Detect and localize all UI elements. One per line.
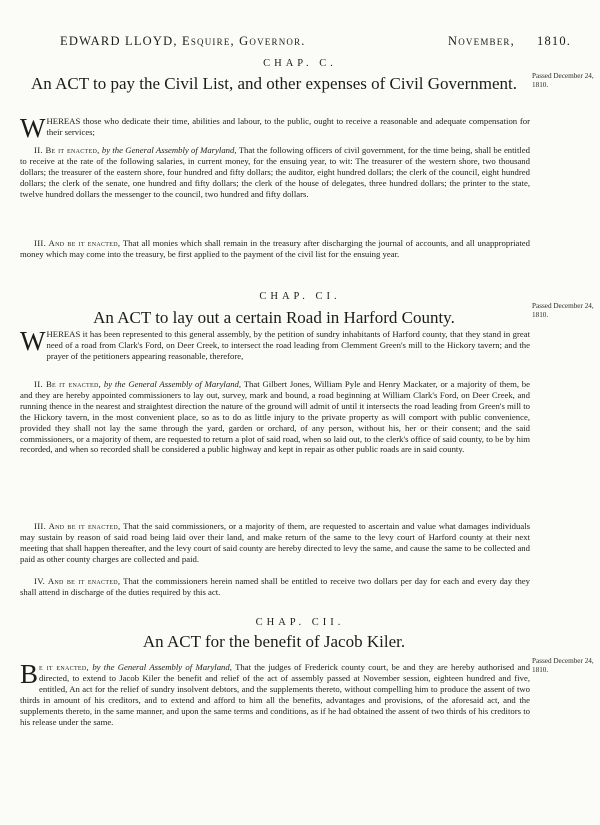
paragraph-text: HEREAS it has been represented to this general assembly, by the petition of sundry inhabitants of Harford county, that they stand in great need of a road from Clark's Ford, on Deer Creek, to intersect the road leading from Clemment Green's mill to the Hickory tavern; and the prayer of the petitioners appearing reasonable, therefore,	[46, 329, 530, 361]
dropcap: W	[20, 113, 46, 143]
chapter-c-preamble	[20, 113, 530, 143]
enacting-authority: by the General Assembly of Maryland,	[103, 379, 242, 389]
chapter-ci-preamble	[20, 326, 530, 362]
chapter-cii-title: An ACT for the benefit of Jacob Kiler.	[142, 632, 406, 651]
paragraph-text: That the judges of Frederick county court, be and they are hereby authorised and directed, to extend to Jacob Kiler the benefit and relief of the act of assembly passed at November session, eighteen hundred and five, entitled, An act for the relief of sundry insolvent debtors, and the supplements thereto, without compelling him to produce the assent of two thirds in amount of his creditors, and to extend and afford to him all the benefits, advantages and provisions, of the aforesaid act, and the supplements thereto, in the same manner, and upon the same terms and conditions, as if he had obtained the assent of two thirds of his creditors to his release under the same.	[20, 662, 530, 727]
chapter-ci-title: An ACT to lay out a certain Road in Harford County.	[93, 308, 455, 327]
enacting-authority: by the General Assembly of Maryland,	[92, 662, 232, 672]
enacting-clause: II. Be it enacted,	[34, 379, 102, 389]
chapter-ci-section-2	[20, 379, 530, 455]
chapter-c-section-3	[20, 238, 530, 260]
chapter-ci-section-4	[20, 576, 530, 598]
header-year: 1810.	[537, 34, 572, 48]
paragraph-text: That all monies which shall remain in the treasury after discharging the journal of accounts, and all unappropriated money which may come into the treasury, be first applied to the payment of the civil list for the ensuing year.	[20, 238, 531, 259]
chapter-c-section-2	[20, 145, 530, 200]
chapter-cii-margin-note: Passed December 24, 1810.	[532, 657, 594, 674]
paragraph-text: That the commissioners herein named shall be entitled to receive two dollars per day for each and every day they shall attend in discharge of the duties required by this act.	[20, 576, 530, 597]
enacting-clause: IV. And be it enacted,	[34, 576, 121, 586]
chapter-cii-enactment	[20, 659, 530, 727]
paragraph-text: That Gilbert Jones, William Pyle and Henry Mackater, or a majority of them, be and they are hereby appointed commissioners to lay out, survey, mark and bound, a road beginning at William Clark's Ford, on Deer Creek, and running thence in the nearest and straightest direction the nature of the ground will admit of until it intersects the road leading from Green's mill to the Hickory tavern, in the most convenient place, so as to do as little injury to the private property as will comport with public convenience, provided they shall not lay the same through the yard, garden or orchard, of any person, without his, her or their consent; and the said commissioners, or a majority of them, are requested to return a plot of said road, when so laid out, to the clerk's office of said county, to be by him recorded, and when so recorded shall be considered a public highway and kept in repair as other public roads are in said county.	[20, 379, 531, 455]
chapter-c-number: CHAP. C.	[263, 58, 337, 69]
enacting-clause: III. And be it enacted,	[34, 238, 121, 248]
enacting-clause: II. Be it enacted,	[34, 145, 100, 155]
chapter-ci-section-3	[20, 521, 530, 565]
header-month: November,	[448, 34, 515, 48]
header-governor: EDWARD LLOYD, Esquire, Governor.	[60, 34, 306, 48]
chapter-cii-number: CHAP. CII.	[255, 617, 345, 628]
enacting-authority: by the General Assembly of Maryland,	[101, 145, 237, 155]
enacting-clause: III. And be it enacted,	[34, 521, 121, 531]
paragraph-text: HEREAS those who dedicate their time, abilities and labour, to the public, ought to receive a reasonable and adequate compensation for their services;	[46, 116, 530, 137]
dropcap: B	[20, 659, 39, 689]
chapter-ci-margin-note: Passed December 24, 1810.	[532, 302, 594, 319]
chapter-c-margin-note: Passed December 24, 1810.	[532, 72, 594, 89]
dropcap: W	[20, 326, 46, 356]
enacting-clause: e it enacted,	[39, 662, 90, 672]
paragraph-text: That the said commissioners, or a majority of them, are requested to ascertain and value what damages individuals may sustain by reason of said road being laid over their land, and make return of the same to the levy court of Harford county at their next meeting that shall happen thereafter, and the levy court of said county are hereby directed to levy the same, and cause the same to be collected and paid as other county charges are collected and paid.	[20, 521, 531, 564]
chapter-ci-number: CHAP. CI.	[259, 291, 341, 302]
chapter-c-title: An ACT to pay the Civil List, and other expenses of Civil Government.	[30, 74, 517, 93]
paragraph-text: That the following officers of civil government, for the time being, shall be entitled to receive at the rate of the following salaries, in current money, for the ensuing year, to wit: The treasurer of the western shore, two thousand dollars; the treasurer of the eastern shore, four hundred and fifty dollars; the auditor, eight hundred dollars; the clerk of the council, eight hundred dollars; the clerk of the senate, one hundred and fifty dollars; the clerk of the house of delegates, three hundred dollars; the printer to the state, twelve hundred dollars the messenger to the council, two hundred and fifty dollars.	[20, 145, 530, 199]
